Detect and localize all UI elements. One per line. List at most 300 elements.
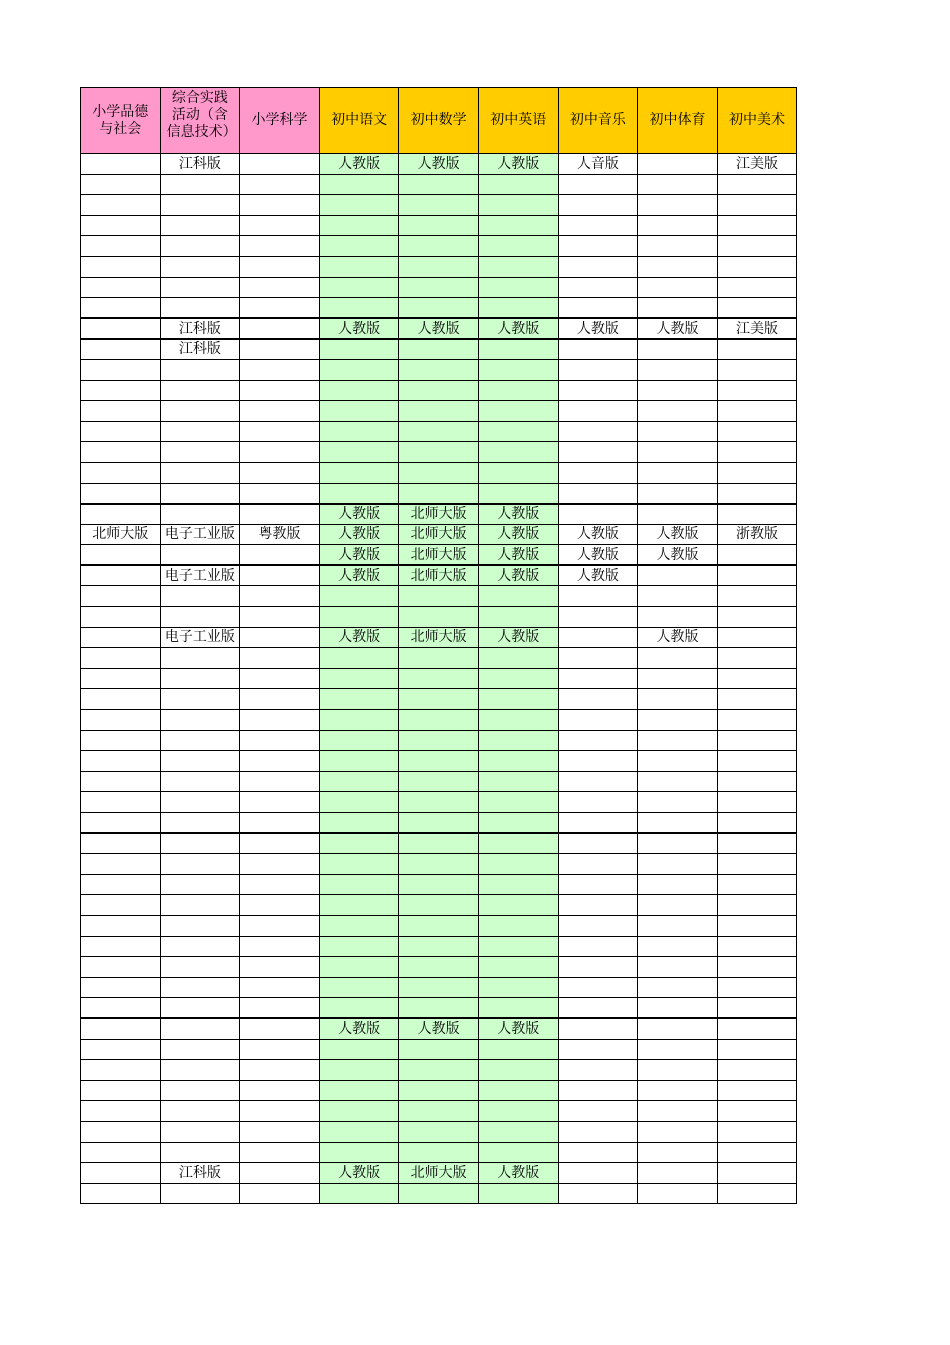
table-cell[interactable] (638, 359, 718, 380)
table-cell[interactable] (160, 895, 240, 916)
table-cell[interactable] (478, 421, 558, 442)
table-cell[interactable] (638, 215, 718, 236)
table-cell[interactable] (558, 256, 638, 277)
table-cell[interactable] (319, 586, 399, 607)
table-cell[interactable] (558, 1163, 638, 1184)
table-cell[interactable] (558, 833, 638, 854)
table-cell[interactable] (319, 1080, 399, 1101)
table-cell[interactable] (399, 607, 479, 628)
table-cell[interactable] (717, 833, 797, 854)
table-cell[interactable] (478, 236, 558, 257)
table-cell[interactable] (399, 359, 479, 380)
table-cell[interactable] (81, 195, 161, 216)
table-cell[interactable] (240, 998, 320, 1019)
table-cell[interactable] (240, 483, 320, 504)
table-cell[interactable] (558, 607, 638, 628)
table-cell[interactable] (81, 277, 161, 298)
table-cell[interactable] (319, 462, 399, 483)
table-cell[interactable] (638, 339, 718, 360)
table-cell[interactable] (160, 710, 240, 731)
table-cell[interactable] (558, 483, 638, 504)
table-cell[interactable] (717, 1101, 797, 1122)
column-header[interactable]: 小学科学 (240, 88, 320, 154)
table-cell[interactable] (319, 607, 399, 628)
table-cell[interactable] (319, 421, 399, 442)
table-cell[interactable] (638, 421, 718, 442)
table-cell[interactable] (240, 730, 320, 751)
table-cell[interactable]: 江美版 (717, 318, 797, 339)
table-cell[interactable] (478, 174, 558, 195)
table-cell[interactable] (160, 833, 240, 854)
column-header[interactable]: 综合实践活动（含信息技术） (160, 88, 240, 154)
table-cell[interactable] (240, 1183, 320, 1204)
table-cell[interactable] (240, 977, 320, 998)
table-cell[interactable] (81, 154, 161, 175)
table-cell[interactable] (81, 771, 161, 792)
table-cell[interactable] (558, 1039, 638, 1060)
table-cell[interactable]: 北师大版 (399, 1163, 479, 1184)
table-cell[interactable] (558, 998, 638, 1019)
table-cell[interactable] (717, 565, 797, 586)
table-cell[interactable] (717, 462, 797, 483)
table-cell[interactable]: 江科版 (160, 1163, 240, 1184)
table-cell[interactable] (81, 915, 161, 936)
table-cell[interactable]: 人教版 (638, 318, 718, 339)
table-cell[interactable] (717, 792, 797, 813)
table-cell[interactable] (478, 751, 558, 772)
table-cell[interactable] (81, 1039, 161, 1060)
table-cell[interactable] (240, 586, 320, 607)
table-cell[interactable] (319, 1121, 399, 1142)
table-cell[interactable] (240, 545, 320, 566)
table-cell[interactable] (81, 1018, 161, 1039)
table-cell[interactable]: 人教版 (319, 565, 399, 586)
table-cell[interactable] (638, 751, 718, 772)
table-cell[interactable] (558, 1142, 638, 1163)
table-cell[interactable] (81, 1121, 161, 1142)
table-cell[interactable] (81, 174, 161, 195)
table-cell[interactable] (558, 442, 638, 463)
table-cell[interactable] (638, 483, 718, 504)
table-cell[interactable] (81, 648, 161, 669)
table-cell[interactable] (399, 957, 479, 978)
table-cell[interactable] (638, 998, 718, 1019)
table-cell[interactable] (558, 627, 638, 648)
table-cell[interactable] (558, 854, 638, 875)
table-cell[interactable] (240, 936, 320, 957)
table-cell[interactable] (638, 586, 718, 607)
table-cell[interactable] (240, 792, 320, 813)
table-cell[interactable] (319, 195, 399, 216)
table-cell[interactable] (399, 421, 479, 442)
table-cell[interactable] (638, 236, 718, 257)
table-cell[interactable] (81, 998, 161, 1019)
table-cell[interactable]: 江美版 (717, 154, 797, 175)
table-cell[interactable] (399, 771, 479, 792)
table-cell[interactable] (240, 380, 320, 401)
table-cell[interactable]: 电子工业版 (160, 627, 240, 648)
table-cell[interactable]: 人教版 (399, 1018, 479, 1039)
table-cell[interactable]: 人教版 (319, 154, 399, 175)
table-cell[interactable] (319, 256, 399, 277)
table-cell[interactable] (717, 215, 797, 236)
table-cell[interactable] (160, 215, 240, 236)
table-cell[interactable] (81, 936, 161, 957)
table-cell[interactable] (240, 813, 320, 834)
table-cell[interactable] (160, 977, 240, 998)
table-cell[interactable] (558, 174, 638, 195)
table-cell[interactable] (81, 833, 161, 854)
table-cell[interactable] (319, 874, 399, 895)
table-cell[interactable] (717, 1142, 797, 1163)
table-cell[interactable] (81, 421, 161, 442)
table-cell[interactable] (160, 1183, 240, 1204)
table-cell[interactable]: 人教版 (319, 1018, 399, 1039)
table-cell[interactable] (638, 298, 718, 319)
table-cell[interactable] (399, 483, 479, 504)
table-cell[interactable] (717, 1018, 797, 1039)
table-cell[interactable] (478, 895, 558, 916)
table-cell[interactable] (81, 627, 161, 648)
table-cell[interactable] (240, 1121, 320, 1142)
table-cell[interactable] (478, 710, 558, 731)
table-cell[interactable] (399, 730, 479, 751)
table-cell[interactable] (478, 1101, 558, 1122)
table-cell[interactable] (81, 339, 161, 360)
table-cell[interactable] (638, 1018, 718, 1039)
table-cell[interactable] (319, 771, 399, 792)
table-cell[interactable] (319, 668, 399, 689)
table-cell[interactable] (160, 442, 240, 463)
table-cell[interactable] (319, 1183, 399, 1204)
table-cell[interactable] (717, 895, 797, 916)
table-cell[interactable] (399, 936, 479, 957)
table-cell[interactable]: 北师大版 (399, 504, 479, 525)
table-cell[interactable] (160, 915, 240, 936)
table-cell[interactable] (638, 195, 718, 216)
table-cell[interactable] (160, 874, 240, 895)
table-cell[interactable] (478, 668, 558, 689)
table-cell[interactable] (319, 298, 399, 319)
table-cell[interactable] (81, 854, 161, 875)
table-cell[interactable] (160, 545, 240, 566)
table-cell[interactable] (160, 421, 240, 442)
table-cell[interactable] (81, 1080, 161, 1101)
table-cell[interactable] (240, 318, 320, 339)
table-cell[interactable] (399, 792, 479, 813)
table-cell[interactable] (81, 957, 161, 978)
column-header[interactable]: 初中语文 (319, 88, 399, 154)
table-cell[interactable]: 人教版 (638, 545, 718, 566)
table-cell[interactable] (319, 380, 399, 401)
table-cell[interactable] (160, 1039, 240, 1060)
table-cell[interactable] (717, 854, 797, 875)
table-cell[interactable] (478, 380, 558, 401)
table-cell[interactable] (558, 401, 638, 422)
table-cell[interactable] (558, 792, 638, 813)
table-cell[interactable] (399, 915, 479, 936)
table-cell[interactable] (160, 998, 240, 1019)
table-cell[interactable] (478, 586, 558, 607)
table-cell[interactable] (319, 648, 399, 669)
table-cell[interactable] (638, 915, 718, 936)
table-cell[interactable] (478, 730, 558, 751)
table-cell[interactable] (240, 277, 320, 298)
table-cell[interactable] (160, 1121, 240, 1142)
table-cell[interactable] (478, 874, 558, 895)
table-cell[interactable] (717, 1080, 797, 1101)
table-cell[interactable] (558, 874, 638, 895)
table-cell[interactable] (478, 298, 558, 319)
table-cell[interactable] (81, 236, 161, 257)
table-cell[interactable]: 人教版 (638, 627, 718, 648)
table-cell[interactable] (81, 689, 161, 710)
table-cell[interactable]: 人教版 (399, 154, 479, 175)
table-cell[interactable] (240, 957, 320, 978)
table-cell[interactable] (717, 380, 797, 401)
table-cell[interactable] (717, 256, 797, 277)
table-cell[interactable] (319, 792, 399, 813)
table-cell[interactable] (81, 1183, 161, 1204)
table-cell[interactable] (717, 627, 797, 648)
table-cell[interactable] (638, 380, 718, 401)
table-cell[interactable] (240, 915, 320, 936)
table-cell[interactable] (81, 895, 161, 916)
table-cell[interactable] (160, 504, 240, 525)
table-cell[interactable] (81, 751, 161, 772)
table-cell[interactable] (240, 462, 320, 483)
table-cell[interactable] (240, 1101, 320, 1122)
table-cell[interactable] (399, 298, 479, 319)
table-cell[interactable] (717, 915, 797, 936)
table-cell[interactable] (240, 895, 320, 916)
table-cell[interactable] (399, 977, 479, 998)
table-cell[interactable] (319, 833, 399, 854)
table-cell[interactable] (160, 648, 240, 669)
table-cell[interactable] (399, 874, 479, 895)
table-cell[interactable] (399, 854, 479, 875)
table-cell[interactable]: 人教版 (478, 565, 558, 586)
table-cell[interactable] (478, 359, 558, 380)
table-cell[interactable] (558, 339, 638, 360)
table-cell[interactable] (717, 977, 797, 998)
table-cell[interactable] (81, 545, 161, 566)
table-cell[interactable] (478, 256, 558, 277)
table-cell[interactable] (558, 1121, 638, 1142)
table-cell[interactable] (160, 813, 240, 834)
table-cell[interactable]: 人教版 (478, 545, 558, 566)
table-cell[interactable] (717, 730, 797, 751)
table-cell[interactable] (319, 998, 399, 1019)
table-cell[interactable]: 人教版 (558, 524, 638, 545)
table-cell[interactable] (399, 1121, 479, 1142)
table-cell[interactable] (478, 813, 558, 834)
table-cell[interactable] (399, 895, 479, 916)
table-cell[interactable]: 人教版 (478, 1163, 558, 1184)
table-cell[interactable] (638, 607, 718, 628)
table-cell[interactable] (319, 710, 399, 731)
table-cell[interactable] (558, 648, 638, 669)
table-cell[interactable] (638, 874, 718, 895)
table-cell[interactable] (638, 957, 718, 978)
table-cell[interactable] (319, 751, 399, 772)
table-cell[interactable] (319, 401, 399, 422)
table-cell[interactable] (478, 1060, 558, 1081)
table-cell[interactable] (160, 1018, 240, 1039)
table-cell[interactable] (240, 854, 320, 875)
table-cell[interactable] (399, 1142, 479, 1163)
table-cell[interactable] (81, 401, 161, 422)
table-cell[interactable] (717, 277, 797, 298)
table-cell[interactable] (319, 854, 399, 875)
table-cell[interactable] (81, 483, 161, 504)
table-cell[interactable] (558, 668, 638, 689)
table-cell[interactable] (399, 648, 479, 669)
table-cell[interactable]: 人教版 (319, 318, 399, 339)
table-cell[interactable] (240, 442, 320, 463)
table-cell[interactable] (240, 256, 320, 277)
table-cell[interactable] (478, 215, 558, 236)
table-cell[interactable] (240, 195, 320, 216)
table-cell[interactable] (319, 1101, 399, 1122)
table-cell[interactable] (240, 236, 320, 257)
column-header[interactable]: 初中数学 (399, 88, 479, 154)
table-cell[interactable] (81, 380, 161, 401)
table-cell[interactable] (638, 710, 718, 731)
table-cell[interactable] (638, 1163, 718, 1184)
table-cell[interactable]: 人教版 (558, 565, 638, 586)
column-header[interactable]: 初中体育 (638, 88, 718, 154)
table-cell[interactable] (638, 977, 718, 998)
table-cell[interactable] (160, 298, 240, 319)
table-cell[interactable] (638, 895, 718, 916)
table-cell[interactable] (558, 195, 638, 216)
table-cell[interactable] (558, 710, 638, 731)
table-cell[interactable] (478, 1080, 558, 1101)
table-cell[interactable] (240, 689, 320, 710)
table-cell[interactable] (638, 1183, 718, 1204)
table-cell[interactable] (319, 957, 399, 978)
table-cell[interactable] (558, 1080, 638, 1101)
table-cell[interactable] (558, 359, 638, 380)
table-cell[interactable] (319, 977, 399, 998)
table-cell[interactable] (478, 1121, 558, 1142)
table-cell[interactable] (160, 730, 240, 751)
table-cell[interactable] (478, 977, 558, 998)
table-cell[interactable] (558, 215, 638, 236)
table-cell[interactable]: 人教版 (319, 545, 399, 566)
table-cell[interactable] (399, 401, 479, 422)
table-cell[interactable] (81, 504, 161, 525)
table-cell[interactable] (240, 565, 320, 586)
table-cell[interactable] (240, 401, 320, 422)
table-cell[interactable] (81, 442, 161, 463)
table-cell[interactable] (160, 607, 240, 628)
table-cell[interactable] (558, 504, 638, 525)
table-cell[interactable]: 人教版 (319, 524, 399, 545)
table-cell[interactable]: 人教版 (478, 154, 558, 175)
table-cell[interactable] (717, 1039, 797, 1060)
table-cell[interactable] (81, 607, 161, 628)
table-cell[interactable] (717, 504, 797, 525)
table-cell[interactable] (717, 174, 797, 195)
table-cell[interactable] (558, 1101, 638, 1122)
table-cell[interactable] (638, 1080, 718, 1101)
table-cell[interactable] (240, 339, 320, 360)
table-cell[interactable] (399, 256, 479, 277)
table-cell[interactable] (160, 236, 240, 257)
table-cell[interactable] (478, 462, 558, 483)
table-cell[interactable]: 电子工业版 (160, 565, 240, 586)
table-cell[interactable] (240, 710, 320, 731)
table-cell[interactable] (81, 730, 161, 751)
table-cell[interactable] (160, 771, 240, 792)
table-cell[interactable] (558, 689, 638, 710)
table-cell[interactable] (240, 751, 320, 772)
table-cell[interactable] (478, 689, 558, 710)
table-cell[interactable] (81, 1101, 161, 1122)
table-cell[interactable] (638, 174, 718, 195)
table-cell[interactable] (160, 462, 240, 483)
table-cell[interactable] (240, 154, 320, 175)
table-cell[interactable] (558, 936, 638, 957)
table-cell[interactable] (558, 957, 638, 978)
table-cell[interactable] (160, 1142, 240, 1163)
table-cell[interactable] (478, 1142, 558, 1163)
table-cell[interactable] (638, 1142, 718, 1163)
table-cell[interactable] (717, 998, 797, 1019)
table-cell[interactable] (160, 256, 240, 277)
table-cell[interactable] (717, 1163, 797, 1184)
table-cell[interactable] (81, 1142, 161, 1163)
table-cell[interactable] (319, 1142, 399, 1163)
table-cell[interactable] (160, 936, 240, 957)
table-cell[interactable] (638, 813, 718, 834)
table-cell[interactable] (399, 998, 479, 1019)
table-cell[interactable] (81, 298, 161, 319)
table-cell[interactable]: 人教版 (319, 504, 399, 525)
table-cell[interactable] (638, 833, 718, 854)
table-cell[interactable] (81, 977, 161, 998)
table-cell[interactable] (558, 915, 638, 936)
table-cell[interactable]: 北师大版 (399, 627, 479, 648)
table-cell[interactable] (160, 668, 240, 689)
table-cell[interactable] (717, 195, 797, 216)
table-cell[interactable] (478, 277, 558, 298)
table-cell[interactable] (478, 854, 558, 875)
table-cell[interactable] (478, 833, 558, 854)
table-cell[interactable] (717, 648, 797, 669)
table-cell[interactable] (399, 277, 479, 298)
table-cell[interactable] (478, 607, 558, 628)
table-cell[interactable] (478, 936, 558, 957)
table-cell[interactable]: 粤教版 (240, 524, 320, 545)
table-cell[interactable] (81, 813, 161, 834)
table-cell[interactable] (717, 771, 797, 792)
table-cell[interactable] (638, 442, 718, 463)
table-cell[interactable]: 浙教版 (717, 524, 797, 545)
table-cell[interactable] (478, 792, 558, 813)
table-cell[interactable] (558, 1183, 638, 1204)
table-cell[interactable] (81, 1060, 161, 1081)
table-cell[interactable]: 北师大版 (399, 524, 479, 545)
table-cell[interactable] (160, 1101, 240, 1122)
table-cell[interactable] (160, 1060, 240, 1081)
table-cell[interactable] (160, 1080, 240, 1101)
table-cell[interactable] (399, 442, 479, 463)
table-cell[interactable] (319, 174, 399, 195)
table-cell[interactable] (240, 359, 320, 380)
